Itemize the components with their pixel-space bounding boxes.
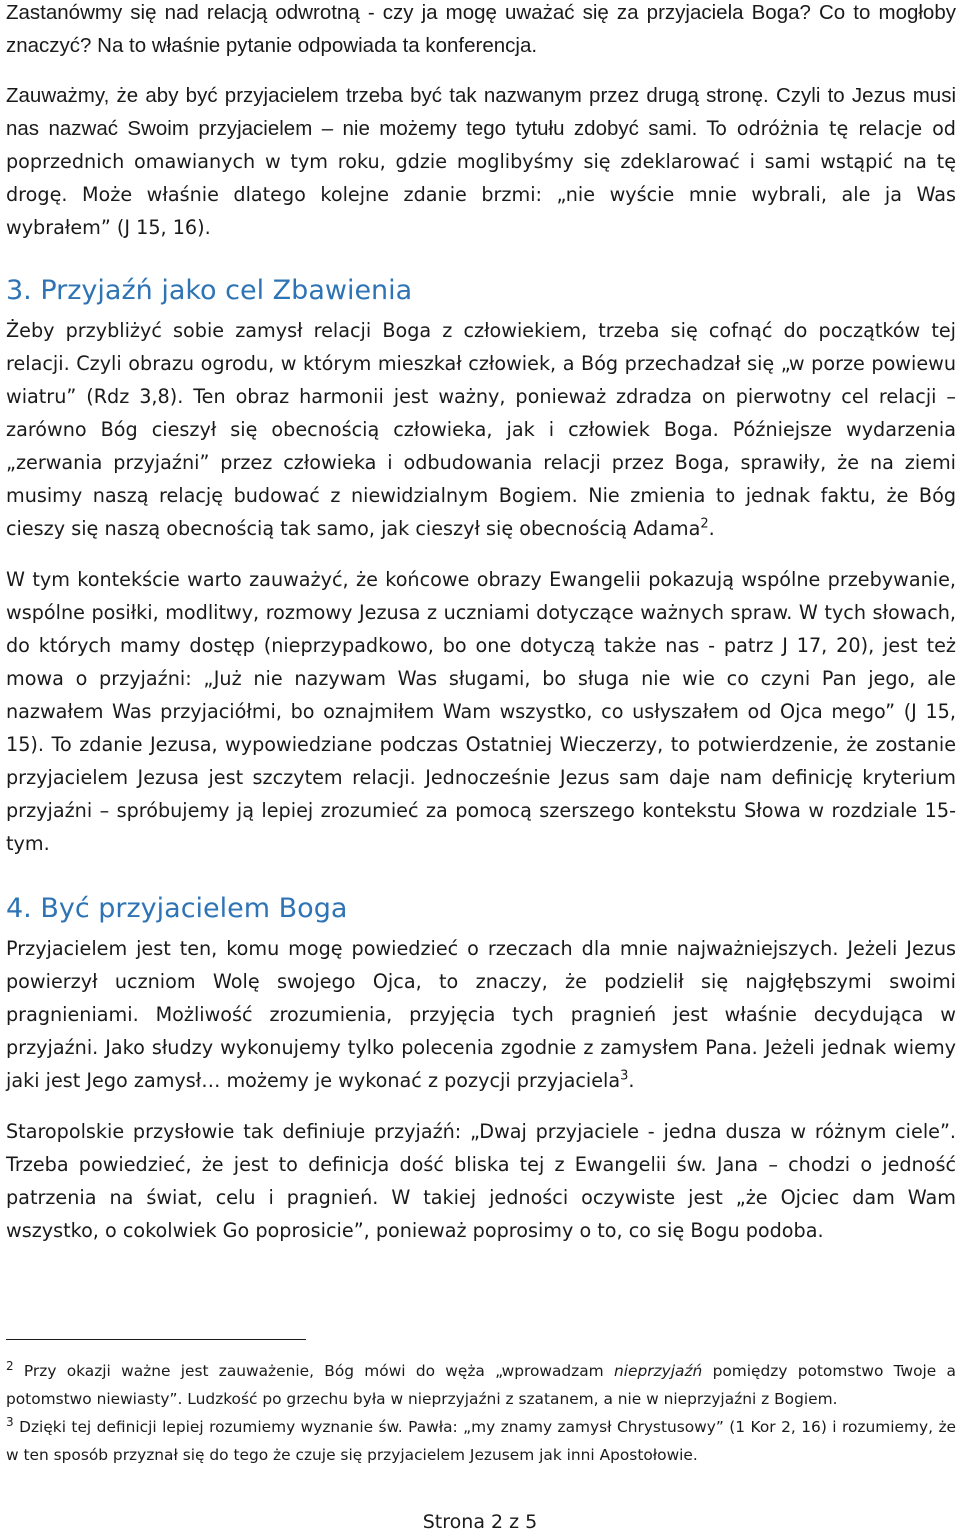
paragraph-intro: Zastanówmy się nad relacją odwrotną - czy ja mogę uważać się za przyjaciela Boga? Co to mogłoby znaczyć? Na to właśnie pytanie odpowiada ta konferencja. [6,1,956,57]
paragraph-friend-meaning [6,932,956,1097]
paragraph-friend-meaning-end: . [628,1069,635,1092]
footnote-2-emphasis: nieprzyjaźń [613,1362,703,1380]
footnote-2 [6,1357,956,1413]
footnote-3 [6,1413,956,1469]
section-heading-3: 3. Przyjaźń jako cel Zbawienia [6,275,413,306]
paragraph-gospel-context: W tym kontekście warto zauważyć, że końcowe obrazy Ewangelii pokazują wspólne przebywanie, wspólne posiłki, modlitwy, rozmowy Jezusa z uczniami dotyczące ważnych spraw. W tych słowach, do których mamy dostęp (nieprzypadkowo, bo one dotyczą także nas - patrz J 17, 20), jest też mowa o przyjaźni: „Już nie nazywam Was sługami, bo sługa nie wie co czyni Pan jego, ale nazwałem Was przyjaciółmi, bo oznajmiłem Wam wszystko, co usłyszałem od Ojca mego” (J 15, 15). To zdanie Jezusa, wypowiedziane podczas Ostatniej Wieczerzy, to potwierdzenie, że zostanie przyjacielem Jezusa jest szczytem relacji. Jednocześnie Jezus sam daje nam definicję kryterium przyjaźni – spróbujemy ją lepiej zrozumieć za pomocą szerszego kontekstu Słowa w rozdziale 15-tym. [6,568,956,855]
paragraph-proverb: Staropolskie przysłowie tak definiuje przyjaźń: „Dwaj przyjaciele - jedna dusza w różnym ciele”. Trzeba powiedzieć, że jest to definicja dość bliska tej z Ewangelii św. Jana – chodzi o jedność patrzenia na świat, celu i pragnień. W takiej jedności oczywiste jest „że Ojciec dam Wam wszystko, o cokolwiek Go poprosicie”, ponieważ poprosimy o to, co się Bogu podoba. [6,1120,956,1242]
page-number-label: Strona 2 z 5 [422,1511,538,1533]
paragraph-friend-definition-part2: To odróżnia tę relacje od poprzednich omawianych w tym roku, gdzie moglibyśmy się zdeklarować i sami wstąpić na tę drogę. Może właśnie dlatego kolejne zdanie brzmi: „nie wyście mnie wybrali, ale ja Was wybrałem” (J 15, 16). [6,117,956,239]
page-footer [0,1511,960,1533]
footnote-ref-2[interactable]: 2 [700,516,709,532]
section-heading-4: 4. Być przyjacielem Boga [6,893,348,924]
footnote-3-number: 3 [6,1414,14,1429]
footnote-separator [6,1339,306,1340]
paragraph-relation-origin [6,314,956,545]
footnote-ref-3[interactable]: 3 [620,1068,629,1084]
paragraph-friend-meaning-text: Przyjacielem jest ten, komu mogę powiedzieć o rzeczach dla mnie najważniejszych. Jeżeli Jezus powierzył uczniom Wolę swojego Ojca, to znaczy, że podzielił się najgłębszymi swoimi pragnieniami. Możliwość zrozumienia, przyjęcia tych pragnień jest właśnie decydująca w przyjaźni. Jako słudzy wykonujemy tylko polecenia zgodnie z zamysłem Pana. Jeżeli jednak wiemy jaki jest Jego zamysł… możemy je wykonać z pozycji przyjaciela [6,937,956,1092]
footnote-2-number: 2 [6,1358,14,1373]
paragraph-relation-origin-text: Żeby przybliżyć sobie zamysł relacji Boga z człowiekiem, trzeba się cofnąć do początków tej relacji. Czyli obrazu ogrodu, w którym mieszkał człowiek, a Bóg przechadzał się „w porze powiewu wiatru” (Rdz 3,8). Ten obraz harmonii jest ważny, ponieważ zdradza on pierwotny cel relacji – zarówno Bóg cieszył się obecnością człowieka, jak i człowiek Boga. Późniejsze wydarzenia „zerwania przyjaźni” przez człowieka i odbudowania relacji przez Boga, sprawiły, że na ziemi musimy naszą relację budować z niewidzialnym Bogiem. Nie zmienia to jednak faktu, że Bóg cieszy się naszą obecnością tak samo, jak cieszył się obecnością Adama [6,319,956,540]
paragraph-friend-definition-part1: Zauważmy, że aby być przyjacielem trzeba być tak nazwanym przez drugą stronę. Czyli to Jezus musi nas nazwać Swoim przyjacielem – nie możemy tego tytułu zdobyć sami. [6,84,956,140]
paragraph-relation-origin-end: . [708,517,715,540]
footnote-3-text: Dzięki tej definicji lepiej rozumiemy wyznanie św. Pawła: „my znamy zamysł Chrystusowy” (1 Kor 2, 16) i rozumiemy, że w ten sposób przyznał się do tego że czuje się przyjacielem Jezusem jak inni Apostołowie. [6,1418,956,1464]
paragraph-friend-definition [6,79,956,244]
footnote-2-text-a: Przy okazji ważne jest zauważenie, Bóg mówi do węża „wprowadzam [23,1362,604,1380]
footnote-2-text-b: pomiędzy potomstwo Twoje a potomstwo niewiasty”. Ludzkość po grzechu była w nieprzyjaźni z szatanem, a nie w nieprzyjaźni z Bogiem. [6,1362,956,1408]
